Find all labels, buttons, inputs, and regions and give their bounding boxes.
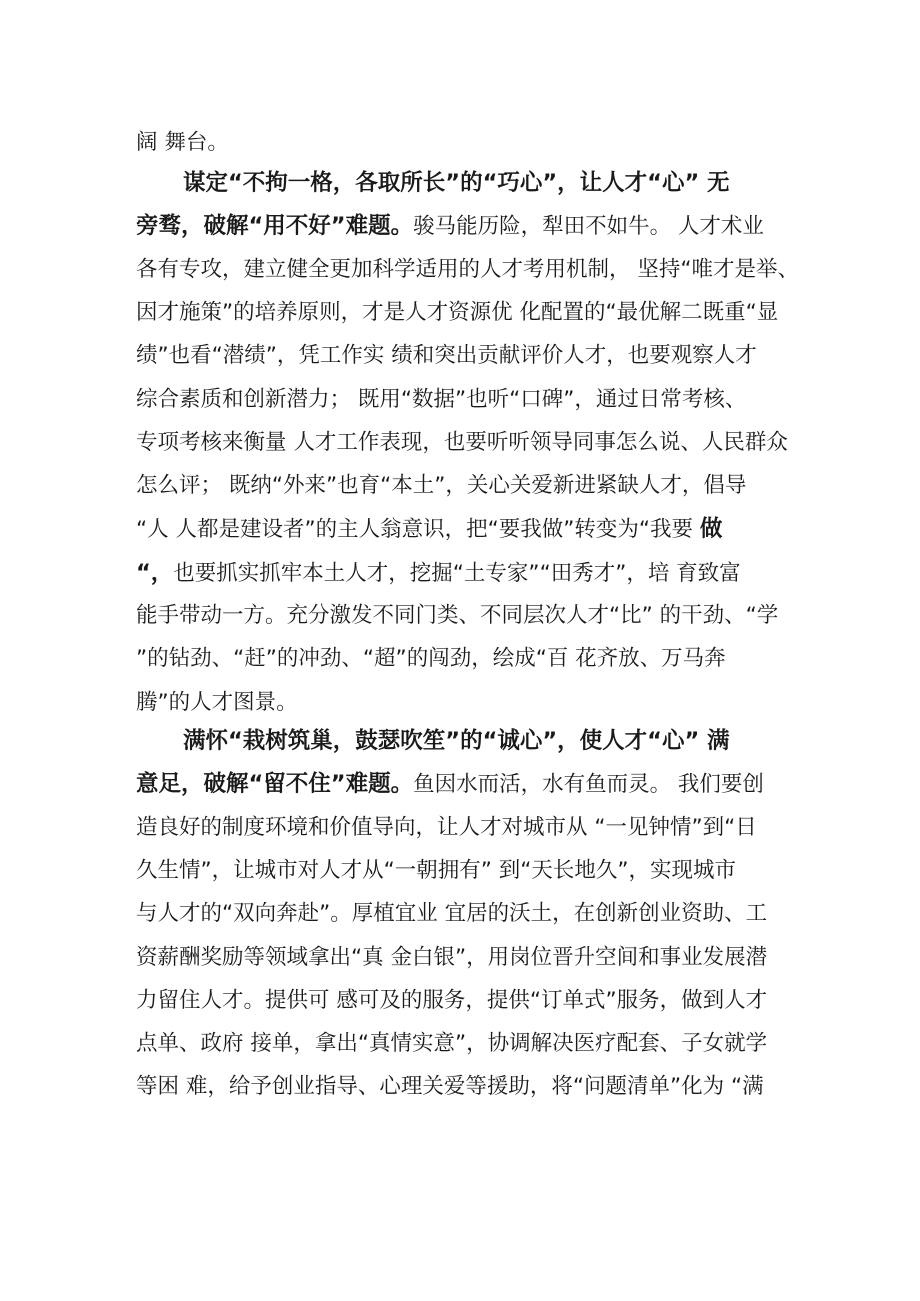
- text-line: [136, 982, 796, 1020]
- bold-text: 谋定“不拘一格，各取所长”的“巧心”，让人才“心” 无: [183, 170, 730, 196]
- body-text: “人 人都是建设者”的主人翁意识，把“要我做”转变为“我要: [136, 517, 700, 543]
- body-text: 久生情”，让城市对人才从“一朝拥有” 到“天长地久”，实现城市: [136, 857, 737, 883]
- body-text: 骏马能历险，犁田不如牛。 人才术业: [413, 214, 764, 240]
- bold-text: 旁骛，破解“用不好”难题。: [136, 213, 414, 240]
- body-text: 也要抓实抓牢本土人才，挖掘“土专家”“田秀才”，培 育致富: [173, 560, 741, 586]
- text-line: [136, 852, 796, 890]
- body-text: 能手带动一方。充分激发不同门类、不同层次人才“比” 的干劲、“学: [136, 603, 779, 628]
- text-line: [136, 251, 799, 289]
- text-line: [136, 294, 796, 332]
- text-line: [136, 809, 796, 847]
- bold-text: 满怀“栽树筑巢，鼓瑟吹笙”的“诚心”，使人才“心” 满: [183, 728, 730, 754]
- text-line: [136, 765, 796, 803]
- text-line: [136, 939, 796, 977]
- text-line: [136, 1068, 796, 1106]
- text-line: [136, 895, 796, 933]
- body-text: 力留住人才。提供可 感可及的服务，提供“订单式”服务，做到人才: [136, 987, 768, 1013]
- text-line: [136, 424, 796, 462]
- body-text: 综合素质和创新潜力； 既用“数据”也听“口碑”，通过日常考核、: [136, 386, 747, 412]
- bold-text: 意足，破解“留不住”难题。: [136, 771, 414, 798]
- text-line: [183, 722, 796, 760]
- body-text: 点单、政府 接单，拿出“真情实意”，协调解决医疗配套、子女就学: [136, 1031, 768, 1057]
- text-line: [136, 467, 796, 505]
- body-text: ”的钻劲、“赶”的冲劲、“超”的闯劲，绘成“百 花齐放、万马奔: [136, 646, 726, 672]
- body-text: 与人才的“双向奔赴”。厚植宜业 宜居的沃土，在创新创业资助、工: [136, 901, 768, 927]
- body-text: 腾”的人才图景。: [136, 689, 298, 715]
- body-text: 鱼因水而活，水有鱼而灵。 我们要创: [413, 772, 764, 798]
- body-text: 因才施策”的培养原则，才是人才资源优 化配置的“最优解二既重“显: [136, 299, 779, 325]
- bold-text: 做: [699, 516, 723, 543]
- body-text: 等困 难，给予创业指导、心理关爱等援助，将“问题清单”化为 “满: [136, 1074, 764, 1100]
- text-line: [136, 597, 796, 635]
- text-line: [136, 207, 796, 245]
- body-text: 专项考核来衡量 人才工作表现，也要听听领导同事怎么说、人民群众: [136, 429, 788, 455]
- body-text: 造良好的制度环境和价值导向，让人才对城市从 “一见钟情”到“日: [136, 814, 757, 840]
- text-line: [136, 684, 796, 722]
- text-line: [136, 381, 796, 419]
- text-line: [183, 164, 796, 202]
- text-line: [136, 510, 796, 548]
- body-text: 绩”也看“潜绩”，凭工作实 绩和突出贡献评价人才，也要观察人才: [136, 343, 757, 369]
- text-line: [136, 554, 796, 592]
- text-line: [136, 337, 796, 375]
- body-text: 怎么评； 既纳“外来”也育“本土”，关心关爱新进紧缺人才，倡导: [136, 473, 747, 499]
- text-line: [136, 640, 796, 678]
- bold-text: “，: [136, 559, 174, 586]
- body-text: 各有专攻，建立健全更加科学适用的人才考用机制， 坚持“唯才是举、: [136, 256, 799, 282]
- text-line: [136, 124, 796, 162]
- text-line: [136, 1025, 796, 1063]
- body-text: 资薪酬奖励等领域拿出“真 金白银”，用岗位晋升空间和事业发展潜: [136, 944, 768, 970]
- body-text: 阔 舞台。: [136, 130, 229, 155]
